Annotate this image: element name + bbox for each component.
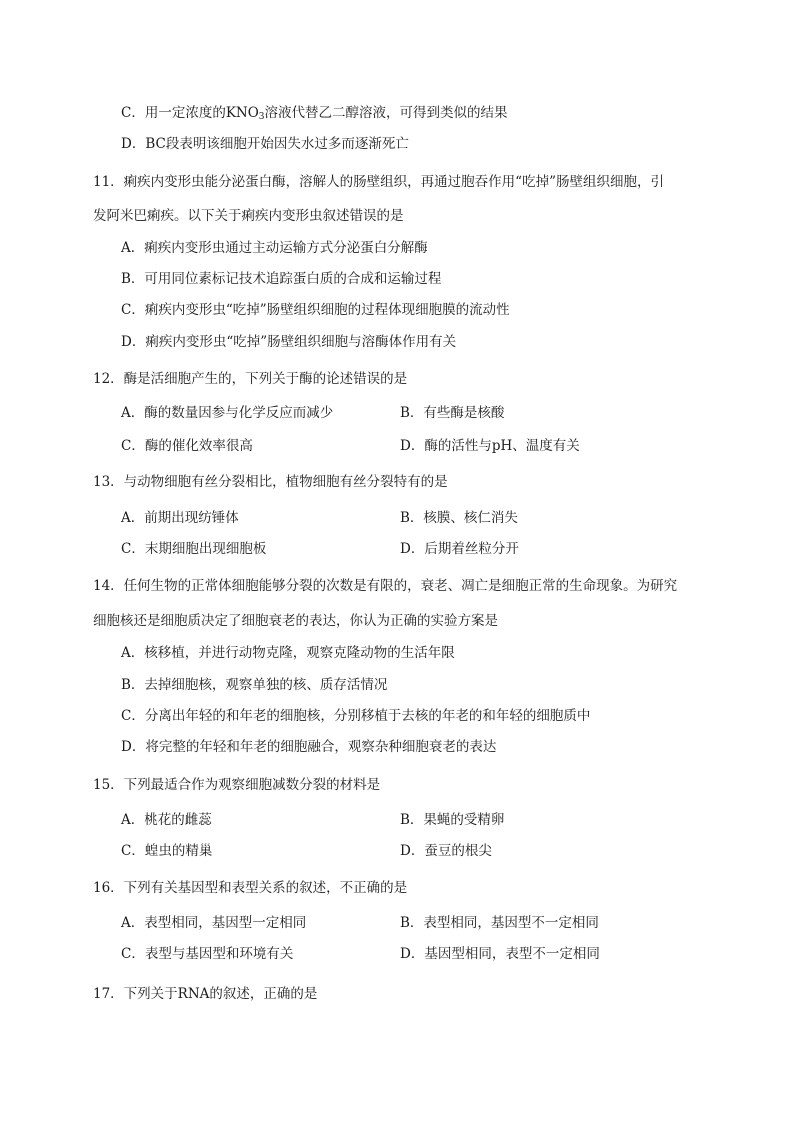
q17-stem: 17．下列关于RNA的叙述，正确的是 [93, 986, 318, 1002]
q15-stem: 15．下列最适合作为观察细胞减数分裂的材料是 [93, 777, 381, 793]
q13-option-a: A．前期出现纺锤体 [121, 510, 239, 526]
q16-option-c: C．表型与基因型和环境有关 [121, 946, 294, 962]
q16-option-a: A．表型相同，基因型一定相同 [121, 915, 307, 931]
q15-option-c: C．蝗虫的精巢 [121, 843, 213, 859]
pre-option-c-after: 溶液代替乙二醇溶液，可得到类似的结果 [264, 105, 508, 121]
q11-option-a: A．痢疾内变形虫通过主动运输方式分泌蛋白分解酶 [121, 240, 428, 256]
q14-option-b: B．去掉细胞核，观察单独的核、质存活情况 [121, 677, 388, 693]
q11-stem-line2: 发阿米巴痢疾。以下关于痢疾内变形虫叙述错误的是 [93, 208, 404, 224]
q12-option-a: A．酶的数量因参与化学反应而减少 [121, 405, 334, 421]
q15-option-d: D．蚕豆的根尖 [400, 843, 492, 859]
q16-option-b: B．表型相同，基因型不一定相同 [400, 915, 599, 931]
q11-option-d: D．痢疾内变形虫“吃掉”肠壁组织细胞与溶酶体作用有关 [121, 334, 457, 350]
q11-stem-line1: 11．痢疾内变形虫能分泌蛋白酶，溶解人的肠壁组织，再通过胞吞作用“吃掉”肠壁组织细胞，引 [93, 174, 664, 190]
q15-option-b: B．果蝇的受精卵 [400, 812, 505, 828]
pre-option-c-subscript: 3 [258, 112, 265, 122]
q14-stem-line1: 14．任何生物的正常体细胞能够分裂的次数是有限的，衰老、凋亡是细胞正常的生命现象。为研究 [93, 578, 678, 594]
q13-option-c: C．末期细胞出现细胞板 [121, 541, 267, 557]
q16-stem: 16．下列有关基因型和表型关系的叙述，不正确的是 [93, 880, 408, 896]
q14-option-a: A．核移植，并进行动物克隆，观察克隆动物的生活年限 [121, 645, 455, 661]
q11-option-c: C．痢疾内变形虫“吃掉”肠壁组织细胞的过程体现细胞膜的流动性 [121, 302, 510, 318]
pre-option-d: D．BC段表明该细胞开始因失水过多而逐渐死亡 [121, 136, 409, 152]
q16-option-d: D．基因型相同，表型不一定相同 [400, 946, 600, 962]
q12-option-b: B．有些酶是核酸 [400, 405, 505, 421]
q15-option-a: A．桃花的雌蕊 [121, 812, 212, 828]
q13-stem: 13．与动物细胞有丝分裂相比，植物细胞有丝分裂特有的是 [93, 474, 448, 490]
q13-option-d: D．后期着丝粒分开 [400, 541, 519, 557]
q13-option-b: B．核膜、核仁消失 [400, 510, 518, 526]
q12-stem: 12．酶是活细胞产生的，下列关于酶的论述错误的是 [93, 371, 408, 387]
q12-option-c: C．酶的催化效率很高 [121, 438, 253, 454]
pre-option-c [121, 104, 508, 122]
q14-stem-line2: 细胞核还是细胞质决定了细胞衰老的表达，你认为正确的实验方案是 [93, 613, 498, 629]
q14-option-d: D．将完整的年轻和年老的细胞融合，观察杂种细胞衰老的表达 [121, 739, 497, 755]
pre-option-c-before: C．用一定浓度的KNO [121, 105, 259, 121]
q14-option-c: C．分离出年轻的和年老的细胞核，分别移植于去核的年老的和年轻的细胞质中 [121, 708, 591, 724]
q12-option-d: D．酶的活性与pH、温度有关 [400, 438, 580, 454]
q11-option-b: B．可用同位素标记技术追踪蛋白质的合成和运输过程 [121, 271, 442, 287]
